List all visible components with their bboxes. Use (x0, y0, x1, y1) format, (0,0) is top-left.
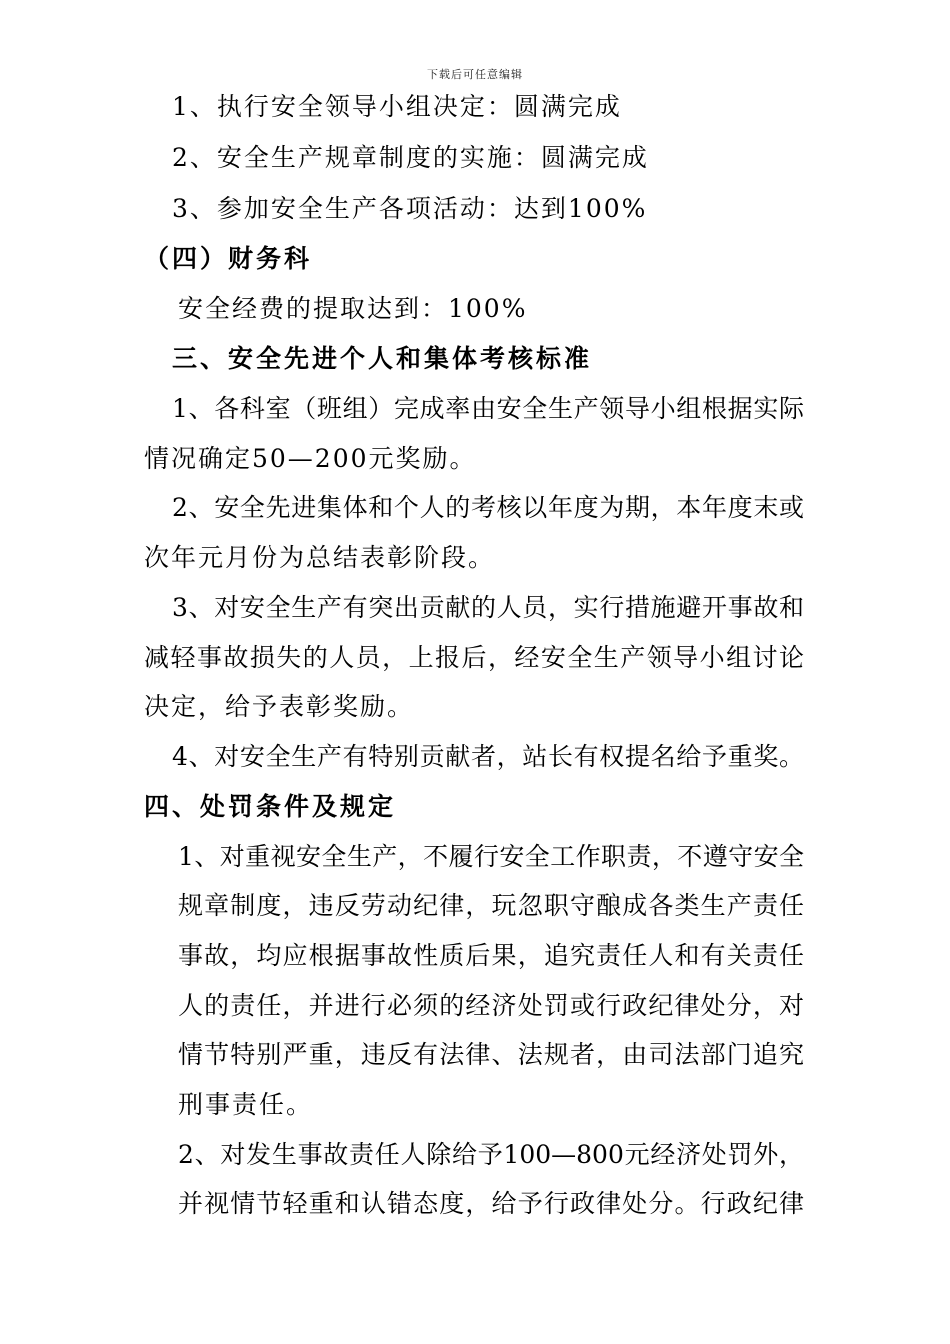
paragraph-line: 次年元月份为总结表彰阶段。 (144, 543, 496, 572)
section-heading: 四、处罚条件及规定 (144, 792, 397, 821)
list-item: 1、执行安全领导小组决定：圆满完成 (172, 92, 622, 121)
paragraph-line: 3、对安全生产有突出贡献的人员，实行措施避开事故和 (172, 593, 804, 622)
paragraph-line: 1、对重视安全生产，不履行安全工作职责，不遵守安全 (178, 842, 804, 871)
paragraph-line: 2、对发生事故责任人除给予100—800元经济处罚外， (178, 1140, 804, 1169)
header-note: 下载后可任意编辑 (427, 68, 523, 81)
paragraph-line: 刑事责任。 (178, 1090, 314, 1119)
paragraph-line: 决定，给予表彰奖励。 (144, 692, 415, 721)
list-item: 2、安全生产规章制度的实施：圆满完成 (172, 143, 649, 172)
paragraph-line: 人的责任，并进行必须的经济处罚或行政纪律处分，对 (178, 991, 804, 1020)
paragraph-line: 减轻事故损失的人员，上报后，经安全生产领导小组讨论 (144, 643, 804, 672)
section-heading: 三、安全先进个人和集体考核标准 (172, 344, 593, 373)
paragraph-line: 4、对安全生产有特别贡献者，站长有权提名给予重奖。 (172, 742, 804, 771)
paragraph-line: 规章制度，违反劳动纪律，玩忽职守酿成各类生产责任 (178, 891, 804, 920)
paragraph-line: 2、安全先进集体和个人的考核以年度为期，本年度末或 (172, 493, 804, 522)
paragraph-line: 并视情节轻重和认错态度，给予行政律处分。行政纪律 (178, 1189, 804, 1218)
paragraph-line: 事故，均应根据事故性质后果，追究责任人和有关责任 (178, 941, 804, 970)
paragraph-line: 情况确定50—200元奖励。 (144, 444, 477, 473)
paragraph-line: 1、各科室（班组）完成率由安全生产领导小组根据实际 (172, 394, 804, 423)
list-item: 3、参加安全生产各项活动：达到100% (172, 194, 648, 223)
paragraph-line: 情节特别严重，违反有法律、法规者，由司法部门追究 (178, 1040, 804, 1069)
section-heading: （四）财务科 (144, 244, 313, 273)
paragraph-line: 安全经费的提取达到：100% (178, 294, 528, 323)
